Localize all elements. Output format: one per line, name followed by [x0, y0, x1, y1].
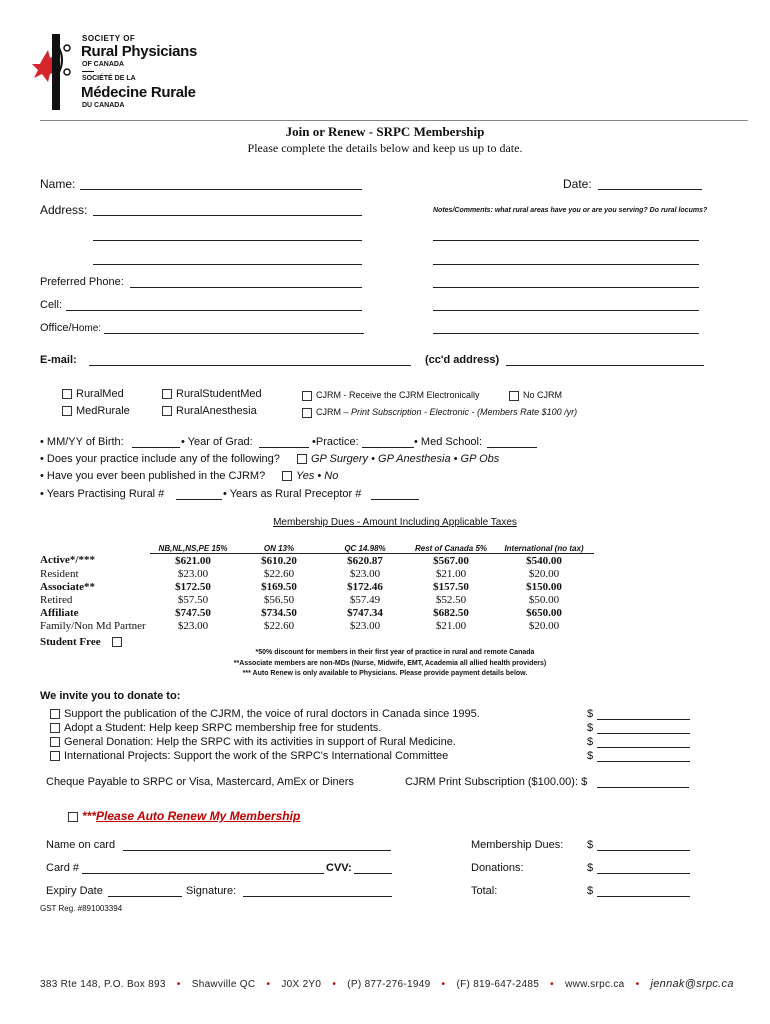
footer	[40, 978, 734, 990]
notes-line-2[interactable]	[433, 264, 699, 265]
years-preceptor-label: • Years as Rural Preceptor #	[223, 488, 362, 500]
notes-line-4[interactable]	[433, 310, 699, 311]
cjrm-electronic-label: CJRM - Receive the CJRM Electronically	[316, 390, 480, 400]
donate-item[interactable]	[50, 750, 448, 762]
dues-row	[40, 606, 594, 619]
donate-amount-field[interactable]	[597, 719, 690, 720]
logo	[30, 30, 198, 115]
dues-header-blank	[40, 543, 150, 554]
footer-bullet: •	[176, 979, 181, 990]
footer-address: 383 Rte 148, P.O. Box 893	[40, 979, 166, 990]
cjrm-print-label: Print Subscription - Electronic - (Members Rate $100 /yr)	[351, 407, 578, 417]
dues-cell: $150.00	[526, 580, 562, 593]
checkbox-icon	[112, 637, 122, 647]
gp-options-label: GP Surgery • GP Anesthesia • GP Obs	[311, 453, 500, 465]
checkbox-icon	[282, 471, 292, 481]
rural-anesthesia-label: RuralAnesthesia	[176, 405, 257, 417]
years-rural-label: • Years Practising Rural #	[40, 488, 165, 500]
notes-line-3[interactable]	[433, 287, 699, 288]
phone-field[interactable]	[130, 287, 362, 288]
dues-cell: $567.00	[433, 554, 469, 567]
dues-cell: $23.00	[349, 567, 381, 580]
logo-du-canada: DU CANADA	[82, 102, 125, 109]
dues-cell: $22.60	[263, 567, 295, 580]
birth-field[interactable]	[132, 447, 180, 448]
name-on-card-field[interactable]	[123, 850, 391, 851]
years-rural-field[interactable]	[176, 499, 222, 500]
donate-amount-field[interactable]	[597, 747, 690, 748]
checkbox-icon	[50, 723, 60, 733]
cvv-label: CVV:	[326, 862, 352, 874]
donate-dollar: $	[587, 736, 594, 748]
donate-item-label: International Projects: Support the work of the SRPC's International Committee	[64, 750, 449, 762]
checkbox-icon	[50, 751, 60, 761]
dues-body	[40, 554, 594, 633]
cheque-label: Cheque Payable to SRPC or Visa, Mastercard, AmEx or Diners	[46, 776, 354, 788]
dues-cell: $540.00	[526, 554, 562, 567]
rural-med-label: RuralMed	[76, 388, 124, 400]
grad-field[interactable]	[259, 447, 309, 448]
auto-renew-stars: ***	[82, 809, 97, 823]
med-school-label: • Med School:	[414, 436, 483, 448]
footer-postal: J0X 2Y0	[281, 979, 322, 990]
footer-bullet: •	[441, 979, 446, 990]
donate-amount-field[interactable]	[597, 733, 690, 734]
footer-city: Shawville QC	[191, 979, 256, 990]
home-text: Home:	[71, 323, 102, 334]
cjrm-print-sub-field[interactable]	[597, 787, 689, 788]
date-field[interactable]	[598, 189, 702, 190]
auto-renew-label: Please Auto Renew My Membership	[96, 809, 301, 823]
dues-column-header: QC 14.98%	[322, 543, 408, 554]
dues-row-label: Associate**	[40, 580, 95, 593]
total-field[interactable]	[597, 896, 690, 897]
checkbox-icon	[50, 737, 60, 747]
donate-dollar: $	[587, 750, 594, 762]
page-title: Join or Renew - SRPC Membership	[285, 124, 485, 139]
name-field[interactable]	[80, 189, 362, 190]
footer-bullet: •	[266, 979, 271, 990]
auto-renew-option[interactable]	[68, 809, 300, 823]
maple-leaf-icon	[30, 30, 80, 115]
dues-cell: $56.50	[263, 593, 295, 606]
yes-no-label: Yes • No	[296, 470, 339, 482]
option-rural-anesthesia[interactable]	[162, 405, 257, 417]
dues-cell: $21.00	[435, 619, 467, 632]
dues-note-2: **Associate members are non-MDs (Nurse, Midwife, EMT, Academia all allied health providers)	[233, 660, 547, 667]
header-rule	[40, 120, 748, 121]
footer-email[interactable]: jennak@srpc.ca	[650, 978, 734, 990]
cvv-field[interactable]	[354, 873, 392, 874]
dues-row	[40, 619, 594, 632]
donations-dollar: $	[587, 862, 594, 874]
dues-row	[40, 580, 594, 593]
donations-label: Donations:	[471, 862, 524, 874]
dues-row-label: Retired	[40, 593, 73, 606]
dues-cell: $157.50	[433, 580, 469, 593]
cell-label: Cell:	[40, 299, 63, 311]
footer-web[interactable]: www.srpc.ca	[565, 979, 625, 990]
grad-label: • Year of Grad:	[181, 436, 253, 448]
logo-society-of: SOCIETY OF	[82, 34, 136, 43]
name-label: Name:	[40, 177, 76, 191]
dues-cell: $172.50	[175, 580, 211, 593]
dues-table	[40, 543, 594, 632]
footer-fax: (F) 819-647-2485	[456, 979, 540, 990]
donate-item[interactable]	[50, 736, 456, 748]
notes-line-5[interactable]	[433, 333, 699, 334]
dues-cell: $682.50	[433, 606, 469, 619]
option-rural-med[interactable]	[62, 388, 124, 400]
dues-cell: $22.60	[263, 619, 295, 632]
dues-cell: $734.50	[261, 606, 297, 619]
email-field[interactable]	[89, 365, 411, 366]
total-dollar: $	[587, 885, 594, 897]
student-free[interactable]	[40, 636, 126, 648]
dues-cell: $52.50	[435, 593, 467, 606]
signature-field[interactable]	[243, 896, 392, 897]
cell-field[interactable]	[66, 310, 362, 311]
gst-reg: GST Reg. #891003394	[40, 904, 123, 913]
dues-cell: $23.00	[349, 619, 381, 632]
expiry-field[interactable]	[108, 896, 182, 897]
logo-rural-physicians: Rural Physicians	[81, 43, 198, 60]
published-label: • Have you ever been published in the CJRM?	[40, 470, 266, 482]
name-on-card-label: Name on card	[46, 839, 116, 851]
option-cjrm-print[interactable]	[302, 407, 577, 418]
dues-cell: $172.46	[347, 580, 383, 593]
dues-cell: $610.20	[261, 554, 297, 567]
date-label: Date:	[563, 177, 592, 191]
published-options[interactable]	[282, 470, 338, 482]
donate-dollar: $	[587, 722, 594, 734]
dues-dollar: $	[587, 839, 594, 851]
years-preceptor-field[interactable]	[371, 499, 419, 500]
checkbox-icon	[302, 408, 312, 418]
logo-societe-de-la: SOCIÉTÉ DE LA	[82, 75, 136, 82]
dues-row	[40, 593, 594, 606]
no-cjrm-label: No CJRM	[523, 390, 563, 400]
office-text: Office/	[40, 322, 72, 334]
dues-cell: $23.00	[177, 567, 209, 580]
logo-medecine-rurale: Médecine Rurale	[81, 84, 196, 101]
dues-cell: $650.00	[526, 606, 562, 619]
total-label: Total:	[471, 885, 498, 897]
address-field-2[interactable]	[93, 240, 362, 241]
dues-header-row	[40, 543, 594, 554]
dues-cell: $621.00	[175, 554, 211, 567]
student-free-label: Student Free	[40, 636, 101, 648]
card-label: Card #	[46, 862, 80, 874]
address-field-1[interactable]	[93, 215, 362, 216]
footer-bullet: •	[635, 979, 640, 990]
expiry-label: Expiry Date	[46, 885, 103, 897]
dues-row	[40, 567, 594, 580]
rural-student-med-label: RuralStudentMed	[176, 388, 262, 400]
checkbox-icon	[297, 454, 307, 464]
dues-row-label: Family/Non Md Partner	[40, 619, 146, 632]
footer-bullet: •	[332, 979, 337, 990]
dues-cell: $20.00	[528, 567, 560, 580]
dues-cell: $747.34	[347, 606, 383, 619]
med-school-field[interactable]	[487, 447, 537, 448]
med-rurale-label: MedRurale	[76, 405, 130, 417]
practice-include-label: • Does your practice include any of the following?	[40, 453, 280, 465]
dues-column-header: NB,NL,NS,PE 15%	[150, 543, 236, 554]
checkbox-icon	[62, 406, 72, 416]
donate-item-label: Support the publication of the CJRM, the voice of rural doctors in Canada since 1995.	[64, 708, 480, 720]
dues-cell: $57.50	[177, 593, 209, 606]
cjrm-print-sub-label: CJRM Print Subscription ($100.00): $	[405, 776, 588, 788]
cc-email-field[interactable]	[506, 365, 704, 366]
dues-column-header: ON 13%	[236, 543, 322, 554]
checkbox-icon	[302, 391, 312, 401]
cc-email-label: (cc'd address)	[425, 354, 500, 366]
donate-item-label: Adopt a Student: Help keep SRPC membership free for students.	[64, 722, 382, 734]
dues-row-label: Resident	[40, 567, 79, 580]
practice-field[interactable]	[362, 447, 414, 448]
phone-label: Preferred Phone:	[40, 276, 124, 288]
notes-line-1[interactable]	[433, 240, 699, 241]
dues-cell: $21.00	[435, 567, 467, 580]
logo-divider	[82, 71, 94, 72]
option-cjrm-electronic[interactable]	[302, 390, 480, 401]
dues-cell: $50.00	[528, 593, 560, 606]
dues-row-label: Active*/***	[40, 554, 95, 567]
checkbox-icon	[50, 709, 60, 719]
footer-bullet: •	[550, 979, 554, 990]
gp-options[interactable]	[297, 453, 499, 465]
checkbox-icon	[509, 391, 519, 401]
donate-dollar: $	[587, 708, 594, 720]
dues-row-label: Affiliate	[40, 606, 79, 619]
checkbox-icon	[162, 389, 172, 399]
office-label	[40, 322, 101, 334]
dues-note-1: *50% discount for members in their first year of practice in rural and remote Canada	[255, 649, 535, 656]
email-label: E-mail:	[40, 354, 77, 366]
dues-row	[40, 554, 594, 568]
dues-cell: $23.00	[177, 619, 209, 632]
address-field-3[interactable]	[93, 264, 362, 265]
footer-phone: (P) 877-276-1949	[347, 979, 431, 990]
dues-column-header: International (no tax)	[494, 543, 594, 554]
cjrm-print-prefix: CJRM –	[316, 407, 352, 417]
dues-cell: $620.87	[347, 554, 383, 567]
checkbox-icon	[162, 406, 172, 416]
donations-field[interactable]	[597, 873, 690, 874]
logo-of-canada: OF CANADA	[82, 61, 124, 68]
dues-title: Membership Dues - Amount Including Applicable Taxes	[273, 517, 517, 528]
birth-label: • MM/YY of Birth:	[40, 436, 124, 448]
card-number-field[interactable]	[82, 873, 324, 874]
dues-cell: $747.50	[175, 606, 211, 619]
dues-note-3: *** Auto Renew is only available to Physicians. Please provide payment details below.	[242, 670, 528, 677]
checkbox-icon	[68, 812, 78, 822]
donate-item[interactable]	[50, 708, 480, 720]
donate-title: We invite you to donate to:	[40, 690, 181, 702]
office-field[interactable]	[104, 333, 364, 334]
dues-cell: $20.00	[528, 619, 560, 632]
membership-dues-label: Membership Dues:	[471, 839, 564, 851]
option-no-cjrm[interactable]	[509, 390, 562, 401]
donate-item[interactable]	[50, 722, 381, 734]
option-med-rurale[interactable]	[62, 405, 130, 417]
dues-column-header: Rest of Canada 5%	[408, 543, 494, 554]
signature-label: Signature:	[186, 885, 237, 897]
dues-cell: $169.50	[261, 580, 297, 593]
address-label: Address:	[40, 203, 88, 217]
donate-amount-field[interactable]	[597, 761, 690, 762]
membership-dues-field[interactable]	[597, 850, 690, 851]
option-rural-student-med[interactable]	[162, 388, 262, 400]
dues-cell: $57.49	[349, 593, 381, 606]
donate-item-label: General Donation: Help the SRPC with its activities in support of Rural Medicine.	[64, 736, 456, 748]
practice-label: •Practice:	[312, 436, 359, 448]
checkbox-icon	[62, 389, 72, 399]
notes-label: Notes/Comments: what rural areas have you or are you serving? Do rural locums?	[433, 207, 708, 214]
page-subtitle: Please complete the details below and keep us up to date.	[247, 141, 523, 155]
